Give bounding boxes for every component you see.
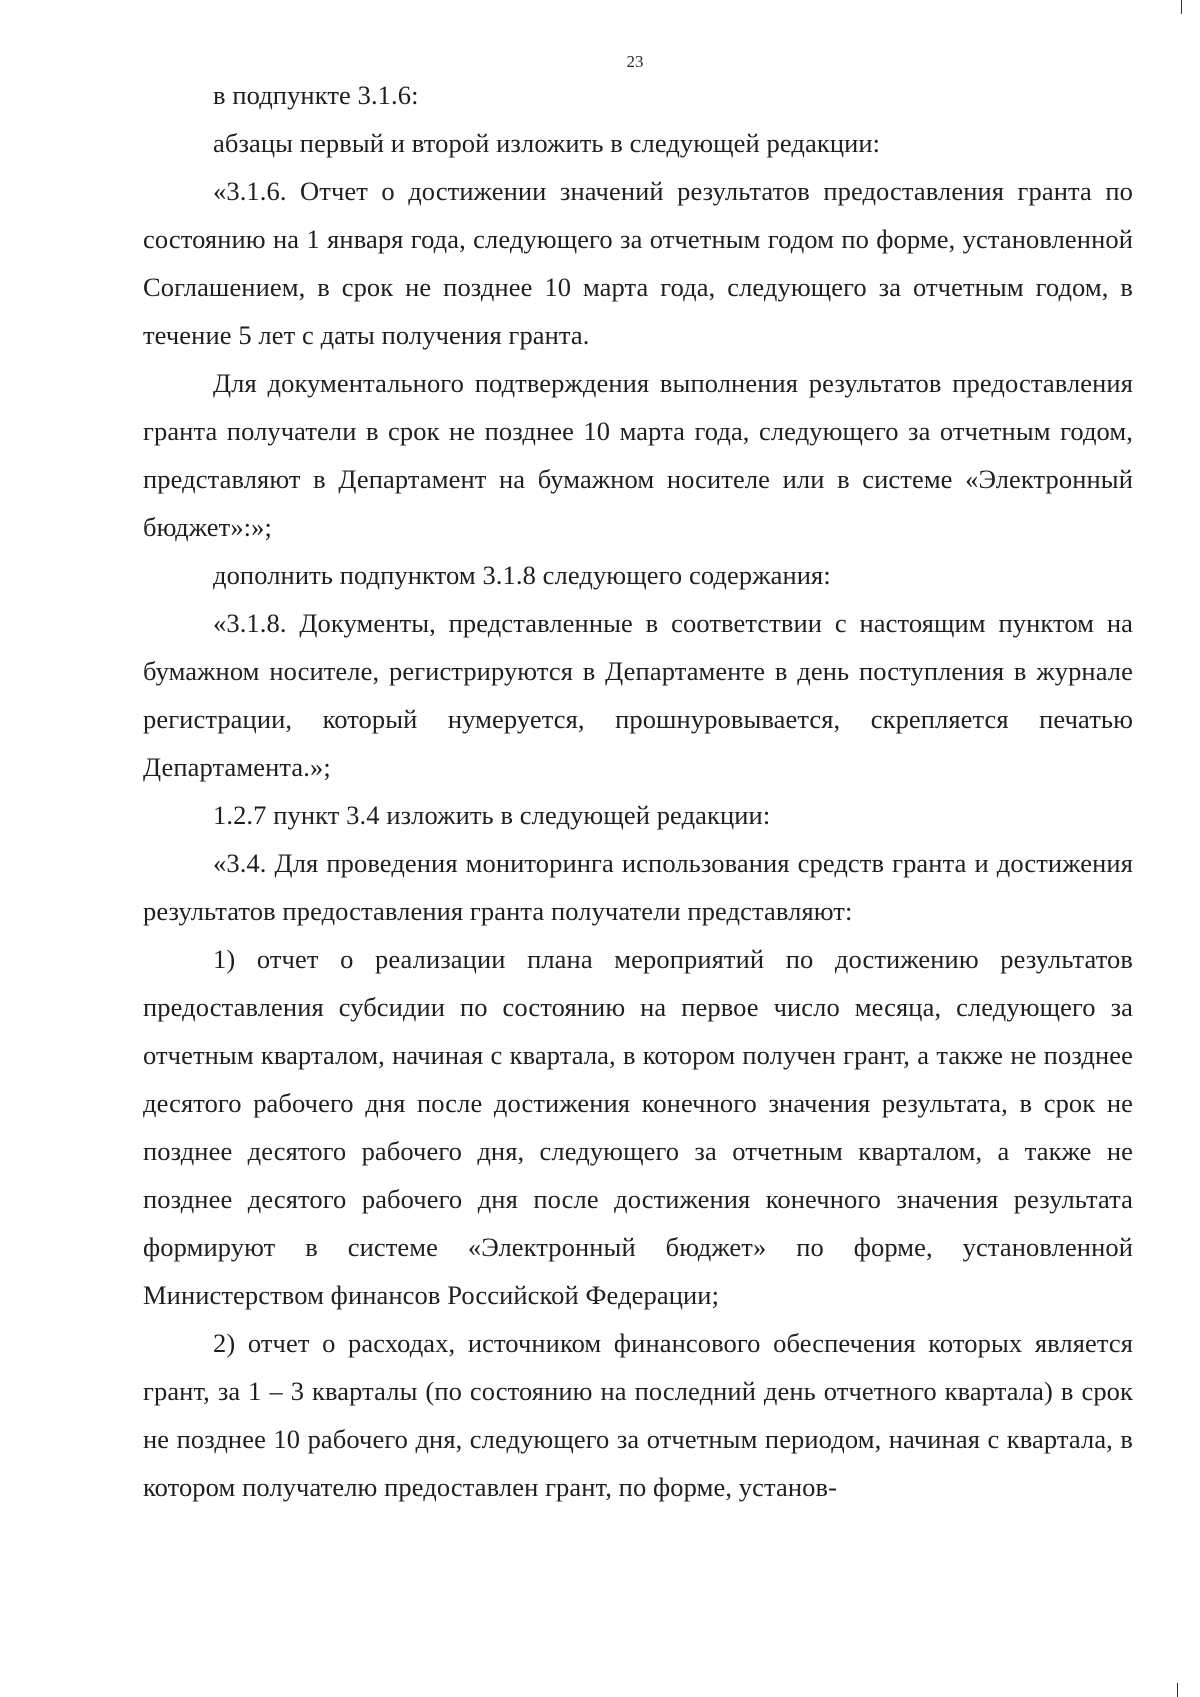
paragraph-item-2: 2) отчет о расходах, источником финансового обеспечения которых является грант, за 1 – 3 кварталы (по состоянию на последний день отчетного квартала) в срок не позднее 10 рабочего дня, следующего за отчетным периодом, начиная с квартала, в котором получателю предоставлен грант, по форме, установ- [143, 1328, 1133, 1502]
scan-mark-bottom-right [1177, 1683, 1178, 1697]
scan-mark-top-right [1181, 0, 1182, 14]
paragraph-documentary-confirmation: Для документального подтверждения выполнения результатов предоставления гранта получатели в срок не позднее 10 марта года, следующего за отчетным годом, представляют в Департамент на бумажном носителе или в системе «Электронный бюджет»:»; [143, 368, 1133, 542]
paragraph-intro: в подпункте 3.1.6: [213, 80, 419, 110]
paragraph-item-1: 1) отчет о реализации плана мероприятий по достижению результатов предоставления субсидии по состоянию на первое число месяца, следующего за отчетным кварталом, начиная с квартала, в котором получен грант, а также не позднее десятого рабочего дня после достижения конечного значения результата, в срок не позднее десятого рабочего дня, следующего за отчетным кварталом, а также не позднее десятого рабочего дня после достижения конечного значения результата формируют в системе «Электронный бюджет» по форме, установленной Министерством финансов Российской Федерации; [143, 944, 1133, 1310]
paragraph-1-2-7: 1.2.7 пункт 3.4 изложить в следующей редакции: [213, 800, 771, 830]
paragraph-supplement-3-1-8: дополнить подпунктом 3.1.8 следующего содержания: [213, 560, 831, 590]
page-number: 23 [626, 52, 644, 71]
paragraph-3-4: «3.4. Для проведения мониторинга использования средств гранта и достижения результатов предоставления гранта получатели представляют: [143, 848, 1133, 926]
paragraph-abzatsy: абзацы первый и второй изложить в следующей редакции: [213, 128, 881, 158]
paragraph-3-1-6: «3.1.6. Отчет о достижении значений результатов предоставления гранта по состоянию на 1 января года, следующего за отчетным годом по форме, установленной Соглашением, в срок не позднее 10 марта года, следующего за отчетным годом, в течение 5 лет с даты получения гранта. [143, 176, 1133, 350]
document-body [143, 71, 1133, 1511]
paragraph-3-1-8: «3.1.8. Документы, представленные в соответствии с настоящим пунктом на бумажном носителе, регистрируются в Департаменте в день поступления в журнале регистрации, который нумеруется, прошнуровывается, скрепляется печатью Департамента.»; [143, 608, 1133, 782]
